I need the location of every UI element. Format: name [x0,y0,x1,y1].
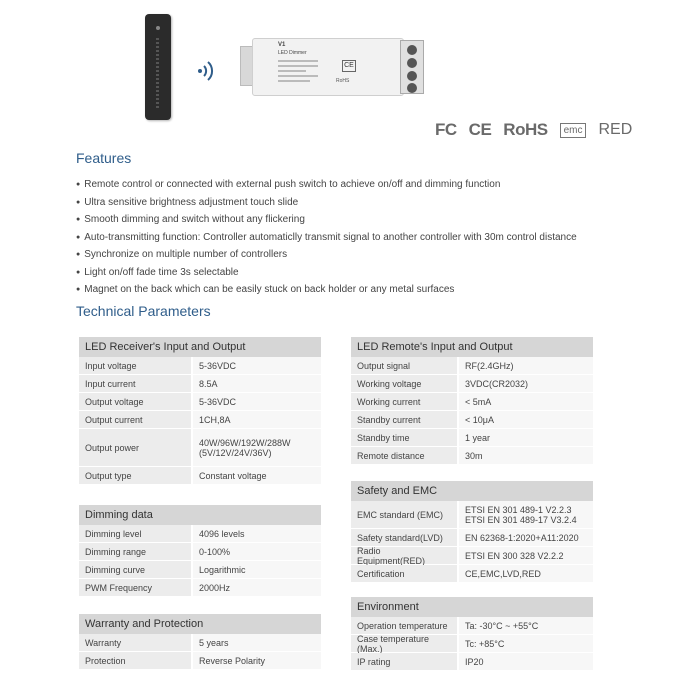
features-title: Features [76,150,132,166]
parameter-value: 40W/96W/192W/288W (5V/12V/24V/36V) [191,429,321,466]
table-row [79,411,321,429]
remote-touch-slide [156,38,159,108]
parameter-name: Output voltage [79,393,191,410]
parameter-value: Ta: -30°C ~ +55°C [457,617,593,634]
parameter-value: ETSI EN 301 489-1 V2.2.3 ETSI EN 301 489-17 V3.2.4 [457,501,593,528]
table-row [79,652,321,670]
red-logo: RED [598,121,633,138]
wireless-signal-icon [194,58,220,84]
parameter-value: Reverse Polarity [191,652,321,669]
table-row [79,561,321,579]
parameter-name: EMC standard (EMC) [351,501,457,528]
features-list [76,176,577,299]
parameter-name: Output signal [351,357,457,374]
remote-table [351,337,593,465]
parameter-value: < 10μA [457,411,593,428]
table-header: LED Remote's Input and Output [351,337,593,357]
table-row [351,547,593,565]
parameter-value: EN 62368-1:2020+A11:2020 [457,529,593,546]
feature-item: ● Ultra sensitive brightness adjustment touch slide [76,194,577,212]
parameter-value: 5-36VDC [191,393,321,410]
table-row [351,565,593,583]
parameter-value: 8.5A [191,375,321,392]
feature-item: ● Auto-transmitting function: Controller automaticlly transmit signal to another controller with 30m control distance [76,229,577,247]
parameter-value: 2000Hz [191,579,321,596]
table-row [351,429,593,447]
parameter-value: 3VDC(CR2032) [457,375,593,392]
parameter-name: Standby time [351,429,457,446]
fcc-logo: FC [435,120,457,139]
led-dimmer-image [240,34,428,100]
parameter-value: < 5mA [457,393,593,410]
parameter-name: Output current [79,411,191,428]
remote-indicator [156,26,160,30]
parameter-value: RF(2.4GHz) [457,357,593,374]
parameter-value: 1 year [457,429,593,446]
output-terminal [400,40,424,94]
parameter-value: Logarithmic [191,561,321,578]
certification-logos [435,120,632,140]
table-row [79,393,321,411]
table-row [351,357,593,375]
feature-item: ● Magnet on the back which can be easily stuck on back holder or any metal surfaces [76,281,577,299]
receiver-table [79,337,321,485]
parameter-value: Constant voltage [191,467,321,484]
parameter-name: Output power [79,429,191,466]
parameter-name: Warranty [79,634,191,651]
parameter-name: PWM Frequency [79,579,191,596]
parameter-name: Protection [79,652,191,669]
parameter-value: 1CH,8A [191,411,321,428]
table-row [351,447,593,465]
parameter-name: Dimming curve [79,561,191,578]
rohs-logo: RoHS [503,120,548,139]
table-row [351,375,593,393]
table-row [79,357,321,375]
parameter-name: Radio Equipment(RED) [351,547,457,564]
table-row [351,393,593,411]
table-row [79,467,321,485]
parameter-value: 0-100% [191,543,321,560]
table-row [351,529,593,547]
table-header: Safety and EMC [351,481,593,501]
parameter-name: Certification [351,565,457,582]
feature-item: ● Smooth dimming and switch without any flickering [76,211,577,229]
table-row [79,579,321,597]
parameter-name: Working voltage [351,375,457,392]
table-row [79,525,321,543]
table-row [79,375,321,393]
table-header: Dimming data [79,505,321,525]
parameter-value: ETSI EN 300 328 V2.2.2 [457,547,593,564]
remote-controller-image [145,14,171,120]
parameter-value: 5-36VDC [191,357,321,374]
parameter-name: IP rating [351,653,457,670]
feature-item: ● Remote control or connected with external push switch to achieve on/off and dimming function [76,176,577,194]
parameter-value: 30m [457,447,593,464]
dimmer-body [252,38,404,96]
parameter-name: Input current [79,375,191,392]
feature-item: ● Synchronize on multiple number of controllers [76,246,577,264]
parameter-name: Case temperature (Max.) [351,635,457,652]
technical-parameters-title: Technical Parameters [76,303,211,319]
parameter-value: IP20 [457,653,593,670]
table-row [79,429,321,467]
parameter-name: Dimming level [79,525,191,542]
parameter-name: Standby current [351,411,457,428]
parameter-value: 5 years [191,634,321,651]
parameter-value: CE,EMC,LVD,RED [457,565,593,582]
table-header: Warranty and Protection [79,614,321,634]
table-header: Environment [351,597,593,617]
dimmer-ce-mark: CE [342,60,356,72]
parameter-name: Input voltage [79,357,191,374]
ce-logo: CE [468,120,492,139]
table-row [351,635,593,653]
parameter-name: Working current [351,393,457,410]
parameter-name: Output type [79,467,191,484]
parameter-name: Safety standard(LVD) [351,529,457,546]
feature-item: ● Light on/off fade time 3s selectable [76,264,577,282]
table-row [351,501,593,529]
dimmer-name-label: LED Dimmer [278,50,307,56]
safety-table [351,481,593,583]
emc-logo: emc [560,123,587,138]
dimmer-rohs-mark: RoHS [336,78,350,84]
dimming-table [79,505,321,597]
table-row [351,411,593,429]
parameter-name: Dimming range [79,543,191,560]
table-row [351,653,593,671]
parameter-value: Tc: +85°C [457,635,593,652]
environment-table [351,597,593,671]
parameter-name: Remote distance [351,447,457,464]
dimmer-model-label: V1 [278,42,286,48]
table-row [351,617,593,635]
table-row [79,634,321,652]
dimmer-spec-lines [278,60,318,85]
warranty-table [79,614,321,670]
parameter-name: Operation temperature [351,617,457,634]
parameter-value: 4096 levels [191,525,321,542]
table-header: LED Receiver's Input and Output [79,337,321,357]
table-row [79,543,321,561]
